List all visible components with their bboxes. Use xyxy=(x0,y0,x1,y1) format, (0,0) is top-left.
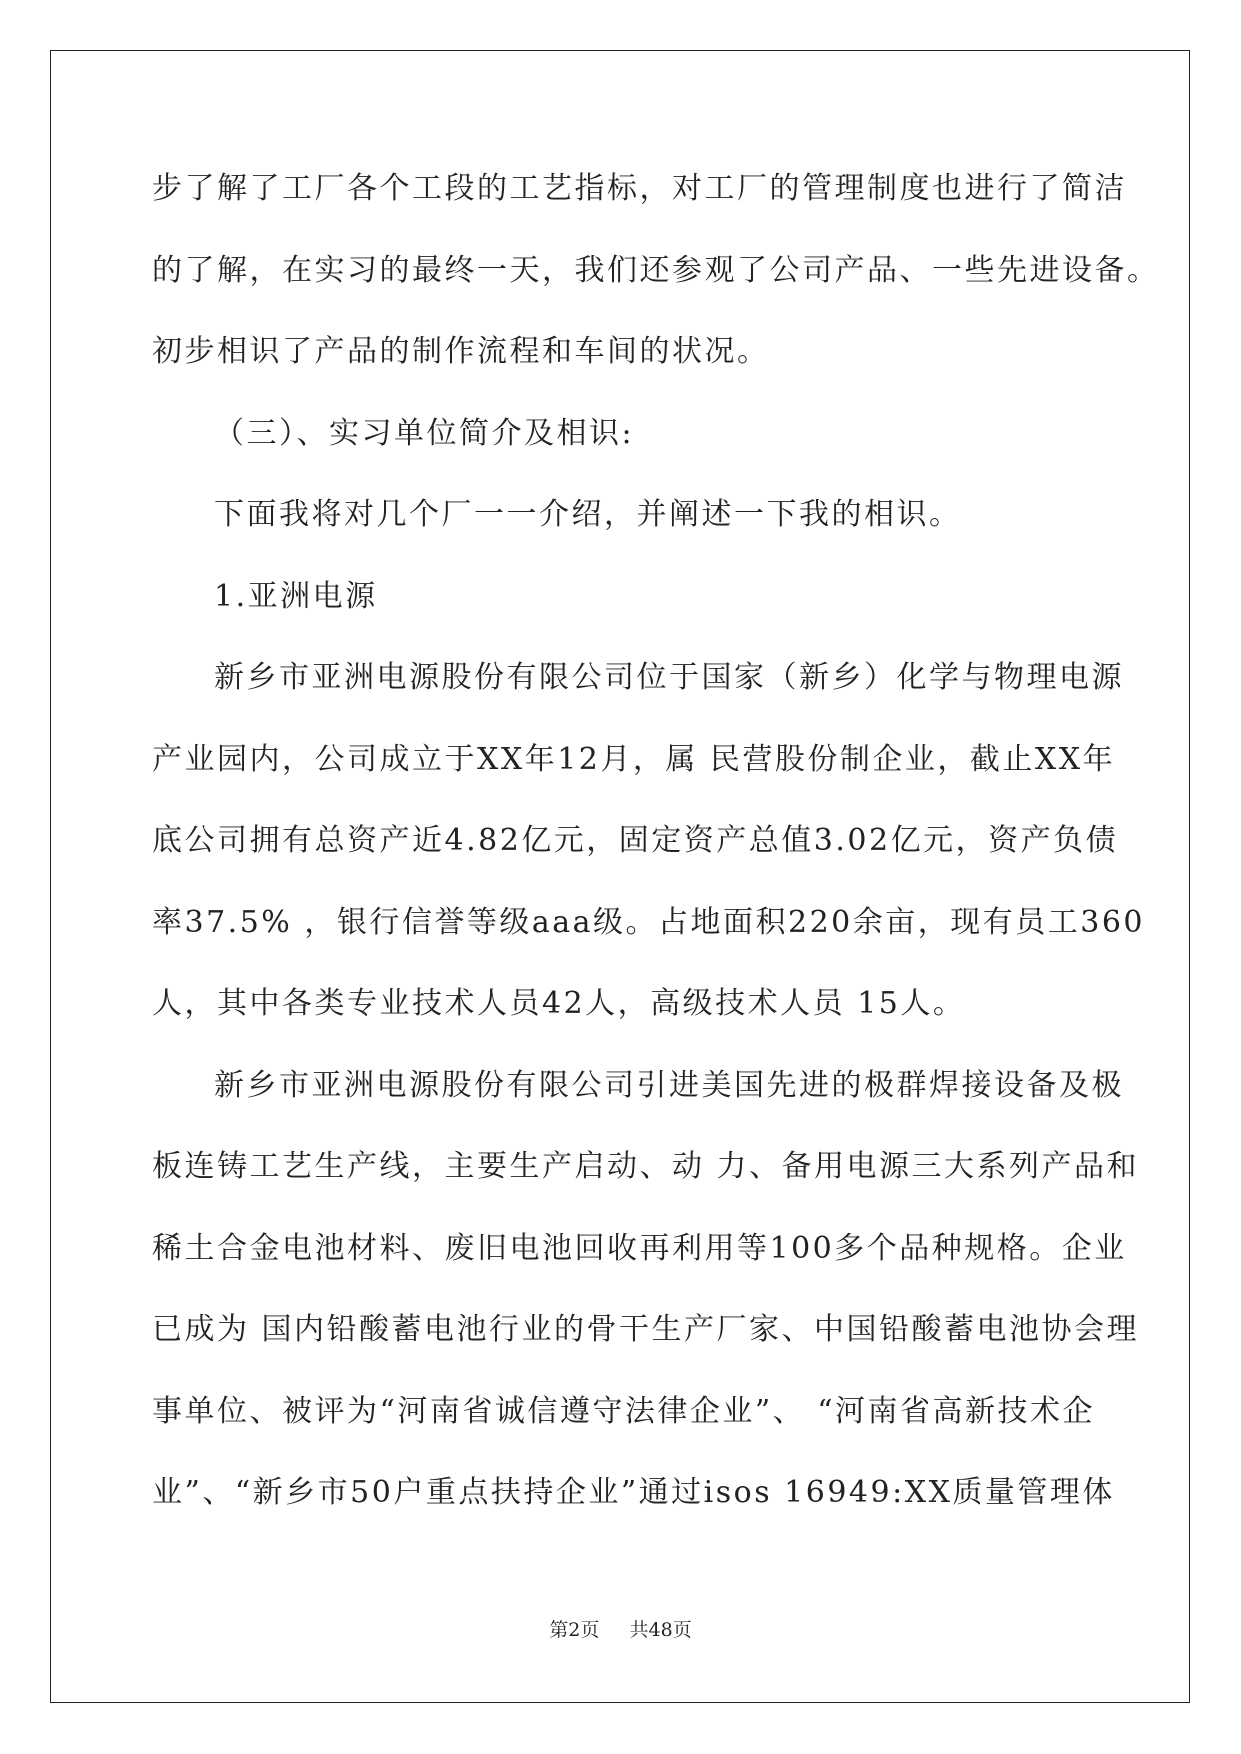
text-line: 步了解了工厂各个工段的工艺指标，对工厂的管理制度也进行了简洁 xyxy=(152,171,1127,206)
text-line: 板连铸工艺生产线，主要生产启动、动 力、备用电源三大系列产品和 xyxy=(152,1149,1140,1184)
subsection-heading: 1.亚洲电源 xyxy=(214,578,378,614)
text-line: 新乡市亚洲电源股份有限公司位于国家（新乡）化学与物理电源 xyxy=(214,660,1124,695)
text-line: 底公司拥有总资产近4.82亿元，固定资产总值3.02亿元，资产负债 xyxy=(152,823,1119,858)
section-heading: （三）、实习单位简介及相识: xyxy=(214,415,635,451)
text-line: 初步相识了产品的制作流程和车间的状况。 xyxy=(152,334,770,369)
text-line: 产业园内，公司成立于XX年12月，属 民营股份制企业，截止XX年 xyxy=(152,741,1116,777)
page-footer xyxy=(0,1615,1241,1642)
text-line: 的了解，在实习的最终一天，我们还参观了公司产品、一些先进设备。 xyxy=(152,252,1160,288)
text-line: 率37.5% ，银行信誉等级aaa级。占地面积220余亩，现有员工360 xyxy=(152,904,1146,940)
text-line: 新乡市亚洲电源股份有限公司引进美国先进的极群焊接设备及极 xyxy=(214,1067,1124,1103)
page-total: 共48页 xyxy=(629,1619,692,1641)
text-line: 稀土合金电池材料、废旧电池回收再利用等100多个品种规格。企业 xyxy=(152,1230,1127,1266)
text-line: 事单位、被评为“河南省诚信遵守法律企业”、 “河南省高新技术企 xyxy=(152,1393,1096,1429)
text-line: 人，其中各类专业技术人员42人，高级技术人员 15人。 xyxy=(152,986,966,1021)
text-line: 业”、“新乡市50户重点扶持企业”通过isos 16949:XX质量管理体 xyxy=(152,1475,1115,1510)
text-line: 已成为 国内铅酸蓄电池行业的骨干生产厂家、中国铅酸蓄电池协会理 xyxy=(152,1312,1140,1347)
page-number: 第2页 xyxy=(549,1619,600,1641)
text-line: 下面我将对几个厂一一介绍，并阐述一下我的相识。 xyxy=(214,497,962,532)
document-body xyxy=(152,148,1160,1534)
